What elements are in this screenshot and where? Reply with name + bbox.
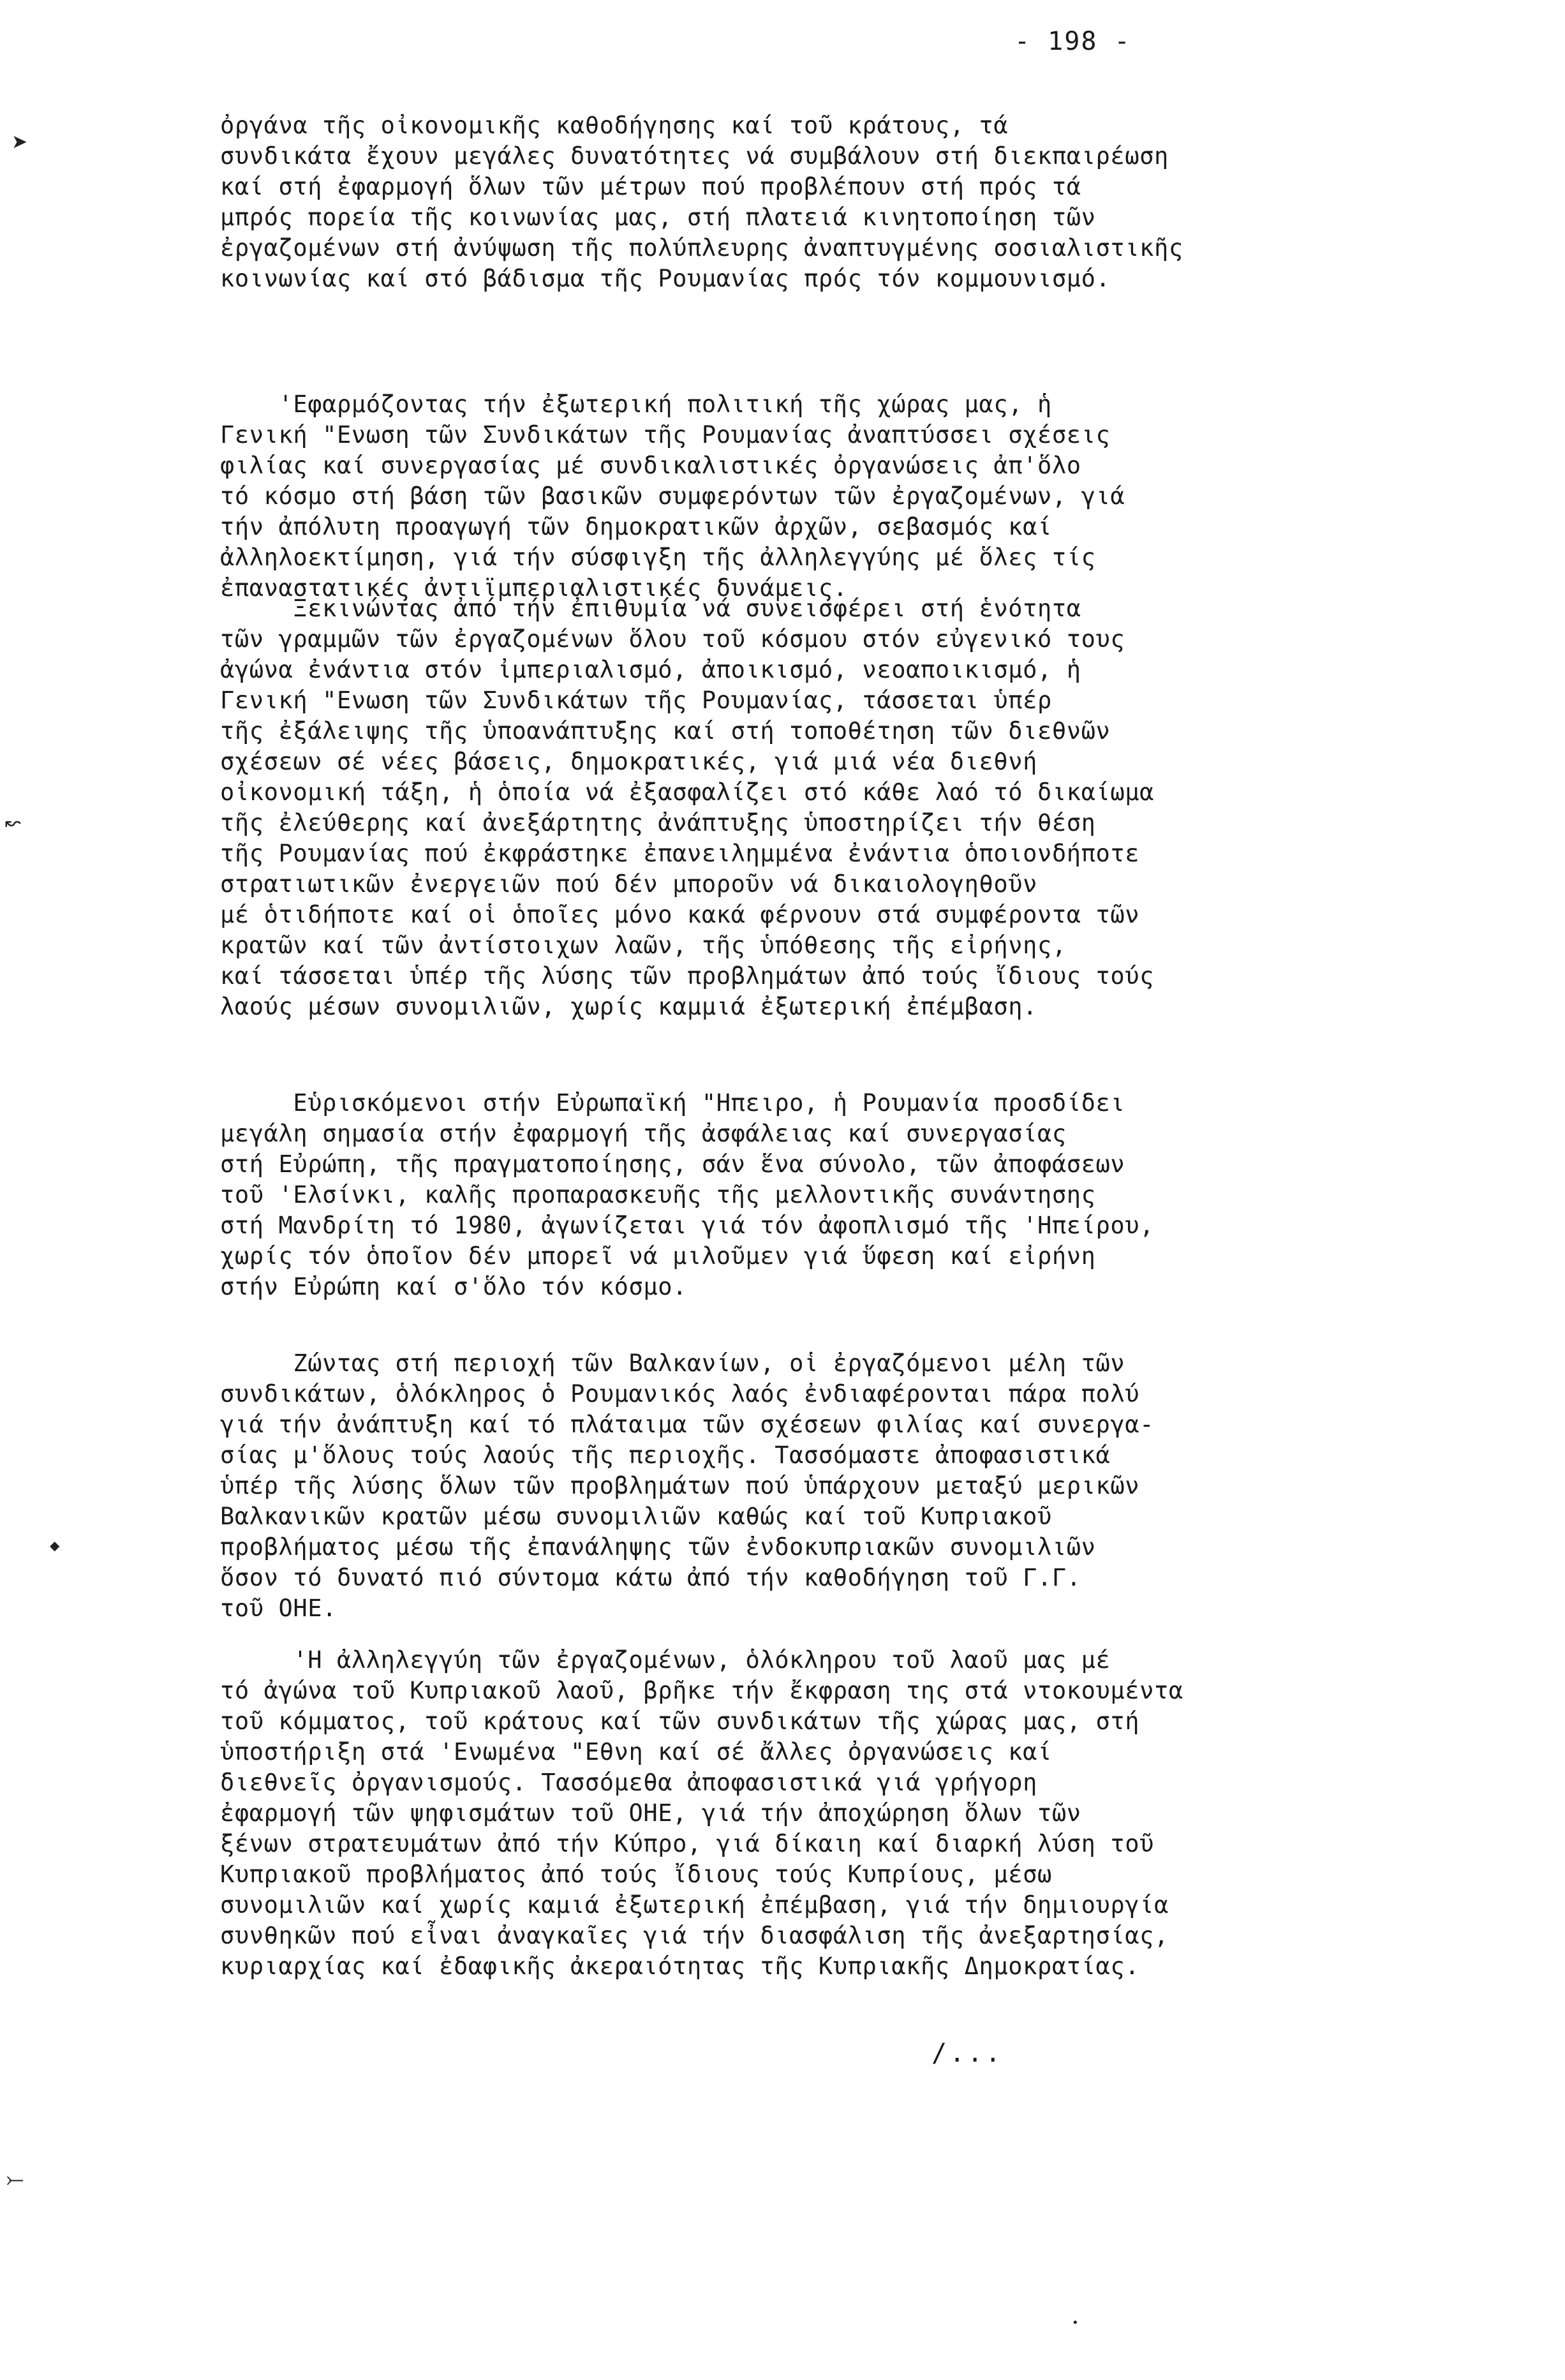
- margin-dash-mark: ⤚: [6, 2166, 24, 2192]
- margin-squiggle-mark: ↜: [5, 812, 22, 834]
- paragraph-6: 'Η ἀλληλεγγύη τῶν ἐργαζομένων, ὁλόκληρου τοῦ λαοῦ μας μέ τό ἀγώνα τοῦ Κυπριακοῦ λαοῦ, βρῆκε τήν ἔκφραση της στά ντοκουμέντα τοῦ κόμματος, τοῦ κράτους καί τῶν συνδικάτων τῆς χώρας μας, στή ὑποστήριξη στά 'Ενωμένα "Εθνη καί σέ ἄλλες ὀργανώσεις καί διεθνεῖς ὀργανισμούς. Τασσόμεθα ἀποφασιστικά γιά γρήγορη ἐφαρμογή τῶν ψηφισμάτων τοῦ ΟΗΕ, γιά τήν ἀποχώρηση ὅλων τῶν ξένων στρατευμάτων ἀπό τήν Κύπρο, γιά δίκαιη καί διαρκή λύση τοῦ Κυπριακοῦ προβλήματος ἀπό τούς ἴδιους τούς Κυπρίους, μέσω συνομιλιῶν καί χωρίς καμιά ἐξωτερική ἐπέμβαση, γιά τήν δημιουργία συνθηκῶν πού εἶναι ἀναγκαῖες γιά τήν διασφάλιση τῆς ἀνεξαρτησίας, κυριαρχίας καί ἐδαφικῆς ἀκεραιότητας τῆς Κυπριακῆς Δημοκρατίας.: [220, 1646, 1183, 1980]
- continuation-mark: /...: [931, 2039, 1004, 2068]
- margin-arrow-mark: ➤: [11, 131, 28, 153]
- paragraph-4: Εὑρισκόμενοι στήν Εὐρωπαϊκή "Ηπειρο, ἡ Ρουμανία προσδίδει μεγάλη σημασία στήν ἐφαρμογή τῆς ἀσφάλειας καί συνεργασίας στή Εὐρώπη, τῆς πραγματοποίησης, σάν ἕνα σύνολο, τῶν ἀποφάσεων τοῦ 'Ελσίνκι, καλῆς προπαρασκευῆς τῆς μελλοντικῆς συνάντησης στή Μανδρίτη τό 1980, ἀγωνίζεται γιά τόν ἀφοπλισμό τῆς 'Ηπείρου, χωρίς τόν ὁποῖον δέν μπορεῖ νά μιλοῦμεν γιά ὕφεση καί εἰρήνη στήν Εὐρώπη καί σ'ὅλο τόν κόσμο.: [220, 1089, 1155, 1300]
- paragraph-5: Ζώντας στή περιοχή τῶν Βαλκανίων, οἱ ἐργαζόμενοι μέλη τῶν συνδικάτων, ὁλόκληρος ὁ Ρουμανικός λαός ἐνδιαφέρονται πάρα πολύ γιά τήν ἀνάπτυξη καί τό πλάταιμα τῶν σχέσεων φιλίας καί συνεργα- σίας μ'ὅλους τούς λαούς τῆς περιοχῆς. Τασσόμαστε ἀποφασιστικά ὑπέρ τῆς λύσης ὅλων τῶν προβλημάτων πού ὑπάρχουν μεταξύ μερικῶν Βαλκανικῶν κρατῶν μέσω συνομιλιῶν καθώς καί τοῦ Κυπριακοῦ προβλήματος μέσω τῆς ἐπανάληψης τῶν ἐνδοκυπριακῶν συνομιλιῶν ὅσον τό δυνατό πιό σύντομα κάτω ἀπό τήν καθοδήγηση τοῦ Γ.Γ. τοῦ ΟΗΕ.: [220, 1350, 1155, 1622]
- bottom-speck-mark: •: [1072, 2316, 1079, 2330]
- margin-dot-mark: ◆: [50, 1538, 60, 1553]
- paragraph-2: 'Εφαρμόζοντας τήν ἐξωτερική πολιτική τῆς χώρας μας, ἡ Γενική "Ενωση τῶν Συνδικάτων τῆς Ρουμανίας ἀναπτύσσει σχέσεις φιλίας καί συνεργασίας μέ συνδικαλιστικές ὀργανώσεις ἀπ'ὅλο τό κόσμο στή βάση τῶν βασικῶν συμφερόντων τῶν ἐργαζομένων, γιά τήν ἀπόλυτη προαγωγή τῶν δημοκρατικῶν ἀρχῶν, σεβασμός καί ἀλληλοεκτίμηση, γιά τήν σύσφιγξη τῆς ἀλληλεγγύης μέ ὅλες τίς ἐπαναστατικές ἀντιϊμπεριαλιστικές δυνάμεις.: [220, 390, 1125, 602]
- paragraph-3: Ξεκινώντας ἀπό τήν ἐπιθυμία νά συνεισφέρει στή ἑνότητα τῶν γραμμῶν τῶν ἐργαζομένων ὅλου τοῦ κόσμου στόν εὐγενικό τους ἀγώνα ἐνάντια στόν ἰμπεριαλισμό, ἀποικισμό, νεοαποικισμό, ἡ Γενική "Ενωση τῶν Συνδικάτων τῆς Ρουμανίας, τάσσεται ὑπέρ τῆς ἐξάλειψης τῆς ὑποανάπτυξης καί στή τοποθέτηση τῶν διεθνῶν σχέσεων σέ νέες βάσεις, δημοκρατικές, γιά μιά νέα διεθνή οἰκονομική τάξη, ἡ ὁποία νά ἐξασφαλίζει στό κάθε λαό τό δικαίωμα τῆς ἐλεύθερης καί ἀνεξάρτητης ἀνάπτυξης ὑποστηρίζει τήν θέση τῆς Ρουμανίας πού ἐκφράστηκε ἐπανειλημμένα ἐνάντια ὁποιονδήποτε στρατιωτικῶν ἐνεργειῶν πού δέν μποροῦν νά δικαιολογηθοῦν μέ ὁτιδήποτε καί οἱ ὁποῖες μόνο κακά φέρνουν στά συμφέροντα τῶν κρατῶν καί τῶν ἀντίστοιχων λαῶν, τῆς ὑπόθεσης τῆς εἰρήνης, καί τάσσεται ὑπέρ τῆς λύσης τῶν προβλημάτων ἀπό τούς ἴδιους τούς λαούς μέσων συνομιλιῶν, χωρίς καμμιά ἐξωτερική ἐπέμβαση.: [220, 595, 1155, 1020]
- page-number: - 198 -: [1014, 27, 1131, 56]
- paragraph-1: ὀργάνα τῆς οἰκονομικῆς καθοδήγησης καί τοῦ κράτους, τά συνδικάτα ἔχουν μεγάλες δυνατότητες νά συμβάλουν στή διεκπαιρέωση καί στή ἐφαρμογή ὅλων τῶν μέτρων πού προβλέπουν στή πρός τά μπρός πορεία τῆς κοινωνίας μας, στή πλατειά κινητοποίηση τῶν ἐργαζομένων στή ἀνύψωση τῆς πολύπλευρης ἀναπτυγμένης σοσιαλιστικῆς κοινωνίας καί στό βάδισμα τῆς Ρουμανίας πρός τόν κομμουνισμό.: [220, 112, 1183, 292]
